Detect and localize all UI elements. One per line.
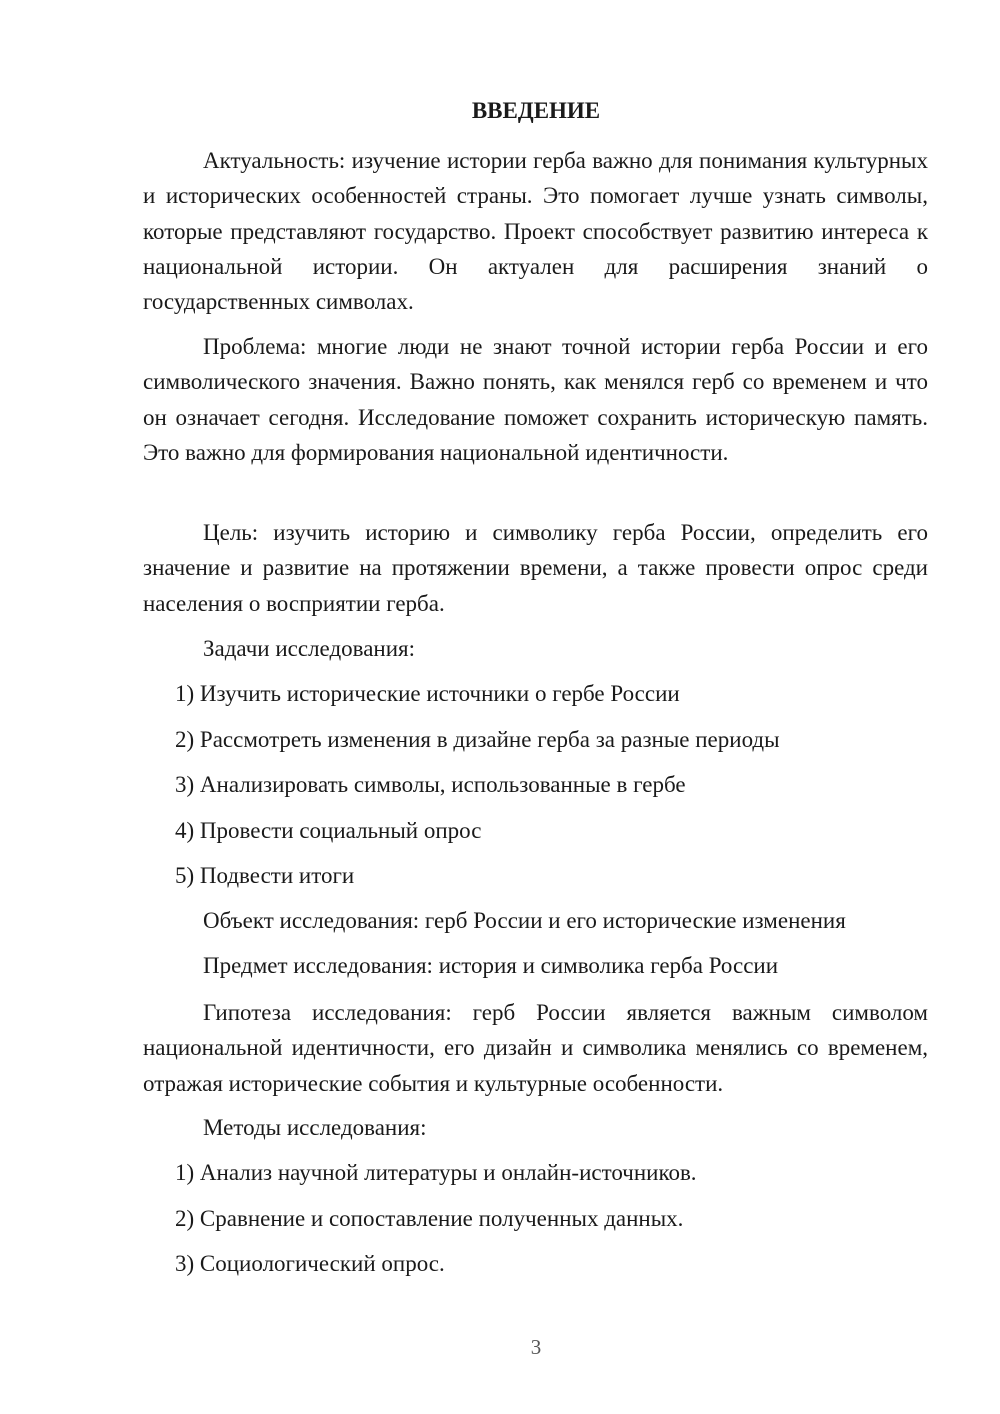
paragraph-hypothesis: Гипотеза исследования: герб России является важным символом национальной идентичности, его дизайн и символика менялись со временем, отражая исторические события и культурные особенности. <box>143 1000 928 1096</box>
task-item: 3) Анализировать символы, использованные в гербе <box>175 772 686 797</box>
task-item: 4) Провести социальный опрос <box>175 818 482 843</box>
page-number: 3 <box>530 1335 542 1359</box>
method-item: 3) Социологический опрос. <box>175 1251 445 1276</box>
task-item: 2) Рассмотреть изменения в дизайне герба за разные периоды <box>175 727 780 752</box>
task-item: 1) Изучить исторические источники о гербе России <box>175 681 680 706</box>
method-item: 2) Сравнение и сопоставление полученных данных. <box>175 1206 684 1231</box>
task-item: 5) Подвести итоги <box>175 863 355 888</box>
section-heading: ВВЕДЕНИЕ <box>471 98 601 123</box>
paragraph-relevance: Актуальность: изучение истории герба важно для понимания культурных и исторических особенностей страны. Это помогает лучше узнать символы, которые представляют государство. Проект способствует развитию интереса к национальной истории. Он актуален для расширения знаний о государственных символах. <box>143 148 928 315</box>
research-object: Объект исследования: герб России и его исторические изменения <box>203 908 846 933</box>
methods-title: Методы исследования: <box>203 1115 427 1140</box>
paragraph-goal: Цель: изучить историю и символику герба России, определить его значение и развитие на протяжении времени, а также провести опрос среди населения о восприятии герба. <box>143 520 928 616</box>
research-subject: Предмет исследования: история и символика герба России <box>203 953 779 978</box>
tasks-title: Задачи исследования: <box>203 636 416 661</box>
method-item: 1) Анализ научной литературы и онлайн-источников. <box>175 1160 697 1185</box>
paragraph-problem: Проблема: многие люди не знают точной истории герба России и его символического значения. Важно понять, как менялся герб со временем и что он означает сегодня. Исследование поможет сохранить историческую память. Это важно для формирования национальной идентичности. <box>143 334 928 465</box>
